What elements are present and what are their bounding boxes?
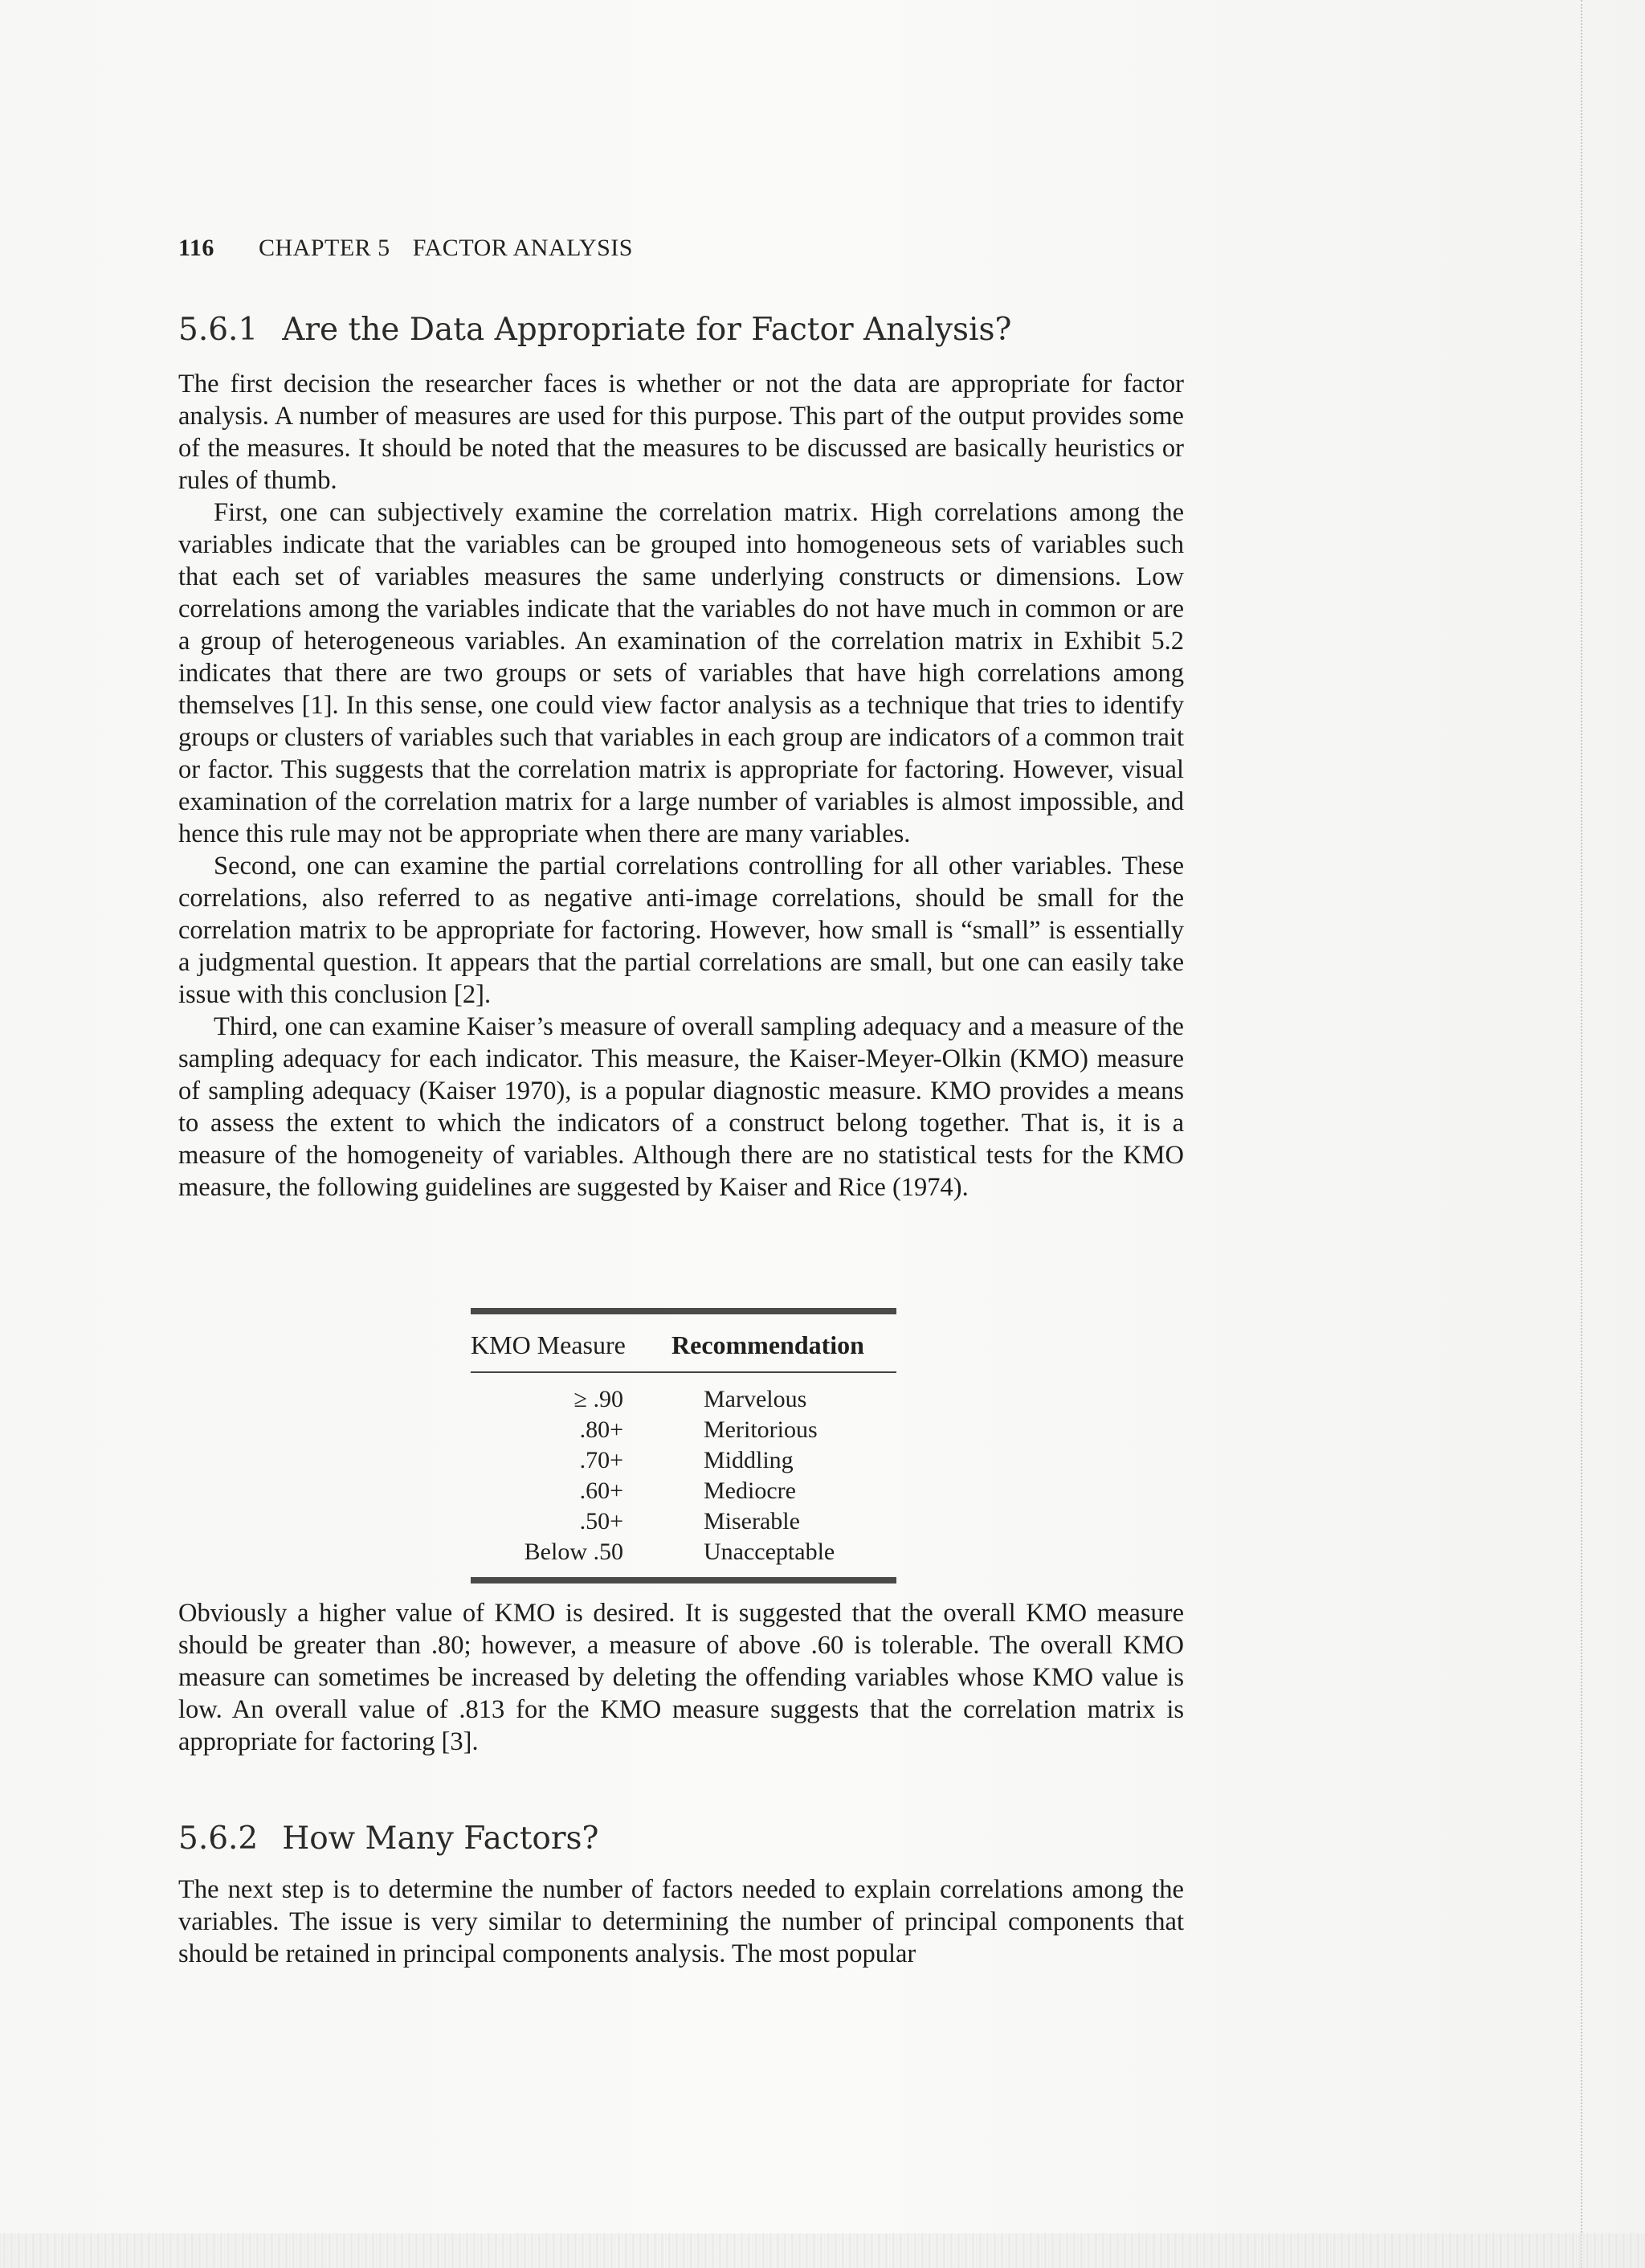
section-title: Are the Data Appropriate for Factor Analysis?: [282, 312, 1012, 348]
table-row: [471, 1476, 896, 1506]
table-row: [471, 1445, 896, 1476]
column-header-recommendation: Recommendation: [671, 1330, 864, 1359]
recommendation-cell: Marvelous: [704, 1386, 807, 1412]
section-5-6-1-body: [178, 368, 1184, 1203]
column-header-kmo-measure: KMO Measure: [471, 1330, 626, 1359]
page-number: 116: [178, 235, 214, 261]
chapter-label: CHAPTER 5: [259, 235, 390, 261]
kmo-measure-cell: .70+: [579, 1447, 623, 1473]
section-heading-5-6-1: [178, 312, 1011, 348]
paragraph: Second, one can examine the partial correlations controlling for all other variables. These correlations, also referred to as negative anti-image correlations, should be small for the correlation matrix to be appropriate for factoring. However, how small is “small” is essentially a judgmental question. It appears that the partial correlations are small, but one can easily take issue with this conclusion [2].: [178, 852, 1184, 1009]
kmo-measure-cell: Below .50: [524, 1539, 623, 1565]
kmo-guidelines-table: [471, 1308, 896, 1584]
recommendation-cell: Miserable: [704, 1508, 800, 1534]
kmo-measure-cell: .60+: [579, 1477, 623, 1504]
after-table-body: [178, 1597, 1184, 1758]
paragraph: Third, one can examine Kaiser’s measure of overall sampling adequacy and a measure of the sampling adequacy for each indicator. This measure, the Kaiser-Meyer-Olkin (KMO) measure of sampling adequacy (Kaiser 1970), is a popular diagnostic measure. KMO provides a means to assess the extent to which the indicators of a construct belong together. That is, it is a measure of the homogeneity of variables. Although there are no statistical tests for the KMO measure, the following guidelines are suggested by Kaiser and Rice (1974).: [178, 1012, 1184, 1202]
table-row: [471, 1506, 896, 1537]
running-header: [178, 235, 1182, 262]
recommendation-cell: Unacceptable: [704, 1539, 835, 1565]
chapter-title: FACTOR ANALYSIS: [412, 235, 633, 261]
section-5-6-2-body: [178, 1874, 1184, 1970]
page-edge-shadow: [1581, 0, 1585, 2268]
recommendation-cell: Meritorious: [704, 1416, 818, 1443]
table-header-row: [471, 1311, 896, 1372]
section-number: 5.6.1: [178, 312, 259, 348]
kmo-measure-cell: .50+: [579, 1508, 623, 1534]
paragraph: The first decision the researcher faces is whether or not the data are appropriate for factor analysis. A number of measures are used for this purpose. This part of the output provides some of the measures. It should be noted that the measures to be discussed are basically heuristics or rules of thumb.: [178, 370, 1184, 495]
section-heading-5-6-2: [178, 1821, 598, 1857]
paragraph: The next step is to determine the number of factors needed to explain correlations among the variables. The issue is very similar to determining the number of principal components that should be retained in principal components analysis. The most popular: [178, 1875, 1184, 1968]
paragraph: Obviously a higher value of KMO is desired. It is suggested that the overall KMO measure should be greater than .80; however, a measure of above .60 is tolerable. The overall KMO measure can sometimes be increased by deleting the offending variables whose KMO value is low. An overall value of .813 for the KMO measure suggests that the correlation matrix is appropriate for factoring [3].: [178, 1599, 1184, 1756]
paragraph: First, one can subjectively examine the correlation matrix. High correlations among the variables indicate that the variables can be grouped into homogeneous sets of variables such that each set of variables measures the same underlying constructs or dimensions. Low correlations among the variables indicate that the variables do not have much in common or are a group of heterogeneous variables. An examination of the correlation matrix in Exhibit 5.2 indicates that there are two groups or sets of variables that have high correlations among themselves [1]. In this sense, one could view factor analysis as a technique that tries to identify groups or clusters of variables such that variables in each group are indicators of a common trait or factor. This suggests that the correlation matrix is appropriate for factoring. However, visual examination of the correlation matrix for a large number of variables is almost impossible, and hence this rule may not be appropriate when there are many variables.: [178, 498, 1184, 848]
table-row: [471, 1537, 896, 1580]
section-title: How Many Factors?: [282, 1821, 599, 1857]
recommendation-cell: Middling: [704, 1447, 794, 1473]
table-row: [471, 1415, 896, 1445]
recommendation-cell: Mediocre: [704, 1477, 796, 1504]
kmo-measure-cell: ≥ .90: [574, 1386, 623, 1412]
table-row: [471, 1372, 896, 1415]
scan-noise-strip: [0, 2233, 1645, 2268]
kmo-measure-cell: .80+: [579, 1416, 623, 1443]
section-number: 5.6.2: [178, 1821, 259, 1857]
